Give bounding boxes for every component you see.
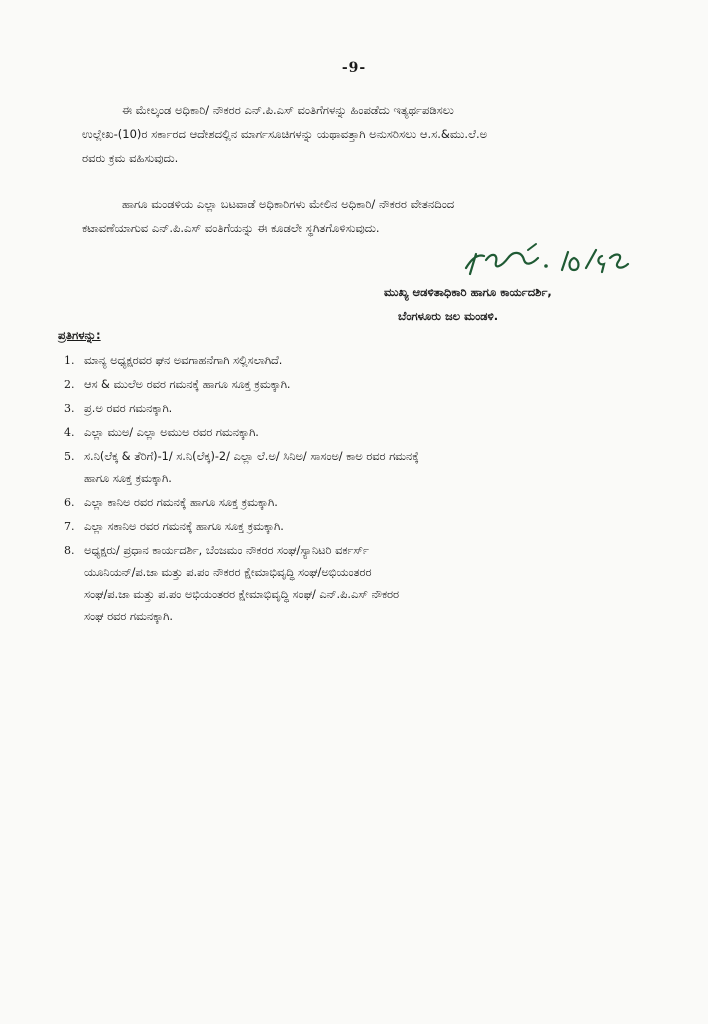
page-number: -9- <box>341 60 367 76</box>
list-item-text: ಯೂನಿಯನ್/ಪ.ಜಾ ಮತ್ತು ಪ.ಪಂ ನೌಕರರ ಕ್ಷೇಮಾಭಿವೃದ್ಧಿ ಸಂಘ/ಅಭಿಯಂತರರ <box>84 566 372 579</box>
list-item <box>58 350 648 372</box>
list-item <box>58 446 648 490</box>
paragraph-2 <box>82 192 638 240</box>
list-item-text: ಎಲ್ಲಾ ಮುಅ/ ಎಲ್ಲಾ ಅಮುಅ ರವರ ಗಮನಕ್ಕಾಗಿ. <box>84 426 259 439</box>
list-item-number: 4. <box>64 426 75 439</box>
list-item-text: ಸ.ನಿ(ಲೆಕ್ಕ & ತೆರಿಗೆ)-1/ ಸ.ನಿ(ಲೆಕ್ಕ)-2/ ಎಲ್ಲಾ ಲೆ.ಅ/ ಸಿನಿಅ/ ಸಾಸಂಅ/ ಕಾಅ ರವರ ಗಮನಕ್ಕೆ <box>84 450 419 463</box>
paragraph-line: ರವರು ಕ್ರಮ ವಹಿಸುವುದು. <box>82 151 179 165</box>
copies-heading: ಪ್ರತಿಗಳನ್ನು: <box>58 328 101 342</box>
list-item-number: 3. <box>64 402 75 415</box>
list-item-text: ಅಧ್ಯಕ್ಷರು/ ಪ್ರಧಾನ ಕಾರ್ಯದರ್ಶಿ, ಬೆಂಜಮಂ ನೌಕರರ ಸಂಘ/ಸ್ಯಾನಿಟರಿ ವರ್ಕರ್ಸ್ <box>84 544 369 557</box>
list-item <box>58 540 648 628</box>
paragraph-line: ಕಟಾವಣೆಯಾಗುವ ಎನ್.ಪಿ.ಎಸ್ ವಂತಿಗೆಯನ್ನು ಈ ಕೂಡಲೇ ಸ್ಥಗಿತಗೊಳಿಸುವುದು. <box>82 221 380 235</box>
paragraph-1 <box>82 98 638 170</box>
list-item-number: 6. <box>64 496 75 509</box>
list-item <box>58 516 648 538</box>
paragraph-line: ಉಲ್ಲೇಖ-(10)ರ ಸರ್ಕಾರದ ಆದೇಶದಲ್ಲಿನ ಮಾರ್ಗಸೂಚಿಗಳನ್ನು ಯಥಾವತ್ತಾಗಿ ಅನುಸರಿಸಲು ಆ.ಸ.&ಮು.ಲೆ.ಅ <box>82 127 488 141</box>
list-item <box>58 492 648 514</box>
list-item-number: 1. <box>64 354 75 367</box>
list-item-text: ಸಂಘ ರವರ ಗಮನಕ್ಕಾಗಿ. <box>84 610 173 623</box>
list-item-number: 5. <box>64 450 75 463</box>
list-item-text: ಎಲ್ಲಾ ಕಾನಿಅ ರವರ ಗಮನಕ್ಕೆ ಹಾಗೂ ಸೂಕ್ತ ಕ್ರಮಕ್ಕಾಗಿ. <box>84 496 278 509</box>
paragraph-line: ಹಾಗೂ ಮಂಡಳಿಯ ಎಲ್ಲಾ ಬಟವಾಡೆ ಅಧಿಕಾರಿಗಳು ಮೇಲಿನ ಅಧಿಕಾರಿ/ ನೌಕರರ ವೇತನದಿಂದ <box>122 197 455 211</box>
list-item-text: ಎಲ್ಲಾ ಸಕಾನಿಅ ರವರ ಗಮನಕ್ಕೆ ಹಾಗೂ ಸೂಕ್ತ ಕ್ರಮಕ್ಕಾಗಿ. <box>84 520 284 533</box>
list-item-text: ಪ್ರ.ಅ ರವರ ಗಮನಕ್ಕಾಗಿ. <box>84 402 173 415</box>
list-item-number: 8. <box>64 544 75 557</box>
designation-title: ಮುಖ್ಯ ಆಡಳಿತಾಧಿಕಾರಿ ಹಾಗೂ ಕಾರ್ಯದರ್ಶಿ, <box>384 285 552 299</box>
copies-list <box>58 350 648 630</box>
designation-org: ಬೆಂಗಳೂರು ಜಲ ಮಂಡಳಿ. <box>398 309 499 323</box>
list-item-text: ಆಸ & ಮುಲೆಅ ರವರ ಗಮನಕ್ಕೆ ಹಾಗೂ ಸೂಕ್ತ ಕ್ರಮಕ್ಕಾಗಿ. <box>84 378 291 391</box>
list-item <box>58 374 648 396</box>
list-item <box>58 422 648 444</box>
paragraph-line: ಈ ಮೇಲ್ಕಂಡ ಅಧಿಕಾರಿ/ ನೌಕರರ ಎನ್.ಪಿ.ಎಸ್ ವಂತಿಗೆಗಳನ್ನು ಹಿಂಪಡೆದು ಇತ್ಯರ್ಥಪಡಿಸಲು <box>122 103 454 117</box>
list-item-text: ಮಾನ್ಯ ಅಧ್ಯಕ್ಷರವರ ಘನ ಅವಗಾಹನೆಗಾಗಿ ಸಲ್ಲಿಸಲಾಗಿದೆ. <box>84 354 283 367</box>
handwritten-signature <box>462 240 662 280</box>
list-item-number: 7. <box>64 520 75 533</box>
list-item-text: ಹಾಗೂ ಸೂಕ್ತ ಕ್ರಮಕ್ಕಾಗಿ. <box>84 472 172 485</box>
list-item-number: 2. <box>64 378 75 391</box>
list-item <box>58 398 648 420</box>
list-item-text: ಸಂಘ/ಪ.ಜಾ ಮತ್ತು ಪ.ಪಂ ಅಭಿಯಂತರರ ಕ್ಷೇಮಾಭಿವೃದ್ಧಿ ಸಂಘ/ ಎನ್.ಪಿ.ಎಸ್ ನೌಕರರ <box>84 588 399 601</box>
